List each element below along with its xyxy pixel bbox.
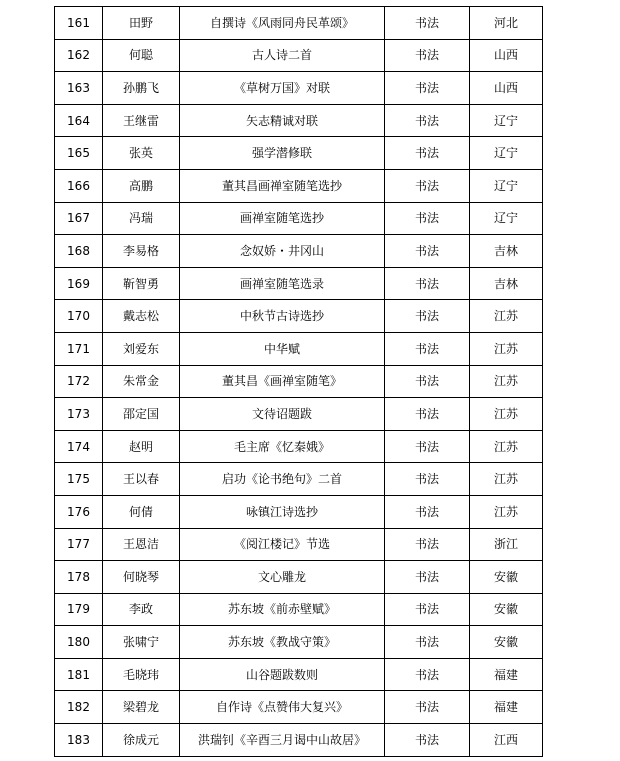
author-name-cell: 高鹏 bbox=[103, 169, 180, 202]
author-name-cell: 张英 bbox=[103, 137, 180, 170]
entry-number-cell: 172 bbox=[55, 365, 103, 398]
author-name-cell: 毛晓玮 bbox=[103, 658, 180, 691]
table-row bbox=[55, 72, 543, 105]
work-title-cell: 咏镇江诗选抄 bbox=[180, 495, 385, 528]
province-cell: 辽宁 bbox=[470, 137, 543, 170]
work-title-cell: 洪瑞钊《辛酉三月谒中山故居》 bbox=[180, 724, 385, 757]
author-name-cell: 戴志松 bbox=[103, 300, 180, 333]
province-cell: 辽宁 bbox=[470, 169, 543, 202]
entries-table bbox=[54, 6, 543, 757]
work-title-cell: 《草树万国》对联 bbox=[180, 72, 385, 105]
entry-number-cell: 169 bbox=[55, 267, 103, 300]
entry-number-cell: 174 bbox=[55, 430, 103, 463]
entry-number-cell: 164 bbox=[55, 104, 103, 137]
category-cell: 书法 bbox=[385, 235, 470, 268]
work-title-cell: 中华赋 bbox=[180, 332, 385, 365]
entry-number-cell: 170 bbox=[55, 300, 103, 333]
category-cell: 书法 bbox=[385, 104, 470, 137]
province-cell: 山西 bbox=[470, 72, 543, 105]
work-title-cell: 矢志精诚对联 bbox=[180, 104, 385, 137]
province-cell: 安徽 bbox=[470, 626, 543, 659]
table-row bbox=[55, 463, 543, 496]
entry-number-cell: 171 bbox=[55, 332, 103, 365]
author-name-cell: 何倩 bbox=[103, 495, 180, 528]
entry-number-cell: 162 bbox=[55, 39, 103, 72]
work-title-cell: 文待诏题跋 bbox=[180, 398, 385, 431]
table-row bbox=[55, 39, 543, 72]
work-title-cell: 画禅室随笔选录 bbox=[180, 267, 385, 300]
province-cell: 浙江 bbox=[470, 528, 543, 561]
table-row bbox=[55, 7, 543, 40]
category-cell: 书法 bbox=[385, 593, 470, 626]
author-name-cell: 王继雷 bbox=[103, 104, 180, 137]
province-cell: 安徽 bbox=[470, 561, 543, 594]
category-cell: 书法 bbox=[385, 169, 470, 202]
author-name-cell: 李易格 bbox=[103, 235, 180, 268]
table-row bbox=[55, 169, 543, 202]
category-cell: 书法 bbox=[385, 691, 470, 724]
category-cell: 书法 bbox=[385, 39, 470, 72]
province-cell: 江苏 bbox=[470, 300, 543, 333]
province-cell: 吉林 bbox=[470, 235, 543, 268]
entry-number-cell: 176 bbox=[55, 495, 103, 528]
table-row bbox=[55, 398, 543, 431]
work-title-cell: 画禅室随笔选抄 bbox=[180, 202, 385, 235]
category-cell: 书法 bbox=[385, 561, 470, 594]
category-cell: 书法 bbox=[385, 72, 470, 105]
province-cell: 江苏 bbox=[470, 398, 543, 431]
author-name-cell: 邵定国 bbox=[103, 398, 180, 431]
category-cell: 书法 bbox=[385, 7, 470, 40]
entry-number-cell: 182 bbox=[55, 691, 103, 724]
entry-number-cell: 178 bbox=[55, 561, 103, 594]
table-row bbox=[55, 365, 543, 398]
province-cell: 山西 bbox=[470, 39, 543, 72]
author-name-cell: 张啸宁 bbox=[103, 626, 180, 659]
author-name-cell: 赵明 bbox=[103, 430, 180, 463]
province-cell: 福建 bbox=[470, 658, 543, 691]
province-cell: 江苏 bbox=[470, 430, 543, 463]
province-cell: 辽宁 bbox=[470, 104, 543, 137]
province-cell: 江苏 bbox=[470, 463, 543, 496]
table-row bbox=[55, 267, 543, 300]
entry-number-cell: 173 bbox=[55, 398, 103, 431]
table-row bbox=[55, 528, 543, 561]
author-name-cell: 何聪 bbox=[103, 39, 180, 72]
category-cell: 书法 bbox=[385, 626, 470, 659]
province-cell: 河北 bbox=[470, 7, 543, 40]
category-cell: 书法 bbox=[385, 137, 470, 170]
table-row bbox=[55, 561, 543, 594]
entry-number-cell: 177 bbox=[55, 528, 103, 561]
work-title-cell: 《阅江楼记》节选 bbox=[180, 528, 385, 561]
table-row bbox=[55, 691, 543, 724]
entry-number-cell: 179 bbox=[55, 593, 103, 626]
table-row bbox=[55, 724, 543, 757]
category-cell: 书法 bbox=[385, 495, 470, 528]
category-cell: 书法 bbox=[385, 398, 470, 431]
category-cell: 书法 bbox=[385, 724, 470, 757]
author-name-cell: 梁碧龙 bbox=[103, 691, 180, 724]
work-title-cell: 强学潜修联 bbox=[180, 137, 385, 170]
work-title-cell: 启功《论书绝句》二首 bbox=[180, 463, 385, 496]
province-cell: 安徽 bbox=[470, 593, 543, 626]
province-cell: 辽宁 bbox=[470, 202, 543, 235]
table-row bbox=[55, 593, 543, 626]
author-name-cell: 靳智勇 bbox=[103, 267, 180, 300]
work-title-cell: 山谷题跋数则 bbox=[180, 658, 385, 691]
province-cell: 福建 bbox=[470, 691, 543, 724]
author-name-cell: 王恩洁 bbox=[103, 528, 180, 561]
province-cell: 江苏 bbox=[470, 495, 543, 528]
category-cell: 书法 bbox=[385, 267, 470, 300]
category-cell: 书法 bbox=[385, 300, 470, 333]
category-cell: 书法 bbox=[385, 332, 470, 365]
province-cell: 江苏 bbox=[470, 365, 543, 398]
author-name-cell: 孙鹏飞 bbox=[103, 72, 180, 105]
table-row bbox=[55, 626, 543, 659]
author-name-cell: 李政 bbox=[103, 593, 180, 626]
table-row bbox=[55, 430, 543, 463]
author-name-cell: 刘爱东 bbox=[103, 332, 180, 365]
province-cell: 江苏 bbox=[470, 332, 543, 365]
category-cell: 书法 bbox=[385, 365, 470, 398]
entry-number-cell: 183 bbox=[55, 724, 103, 757]
work-title-cell: 董其昌《画禅室随笔》 bbox=[180, 365, 385, 398]
province-cell: 江西 bbox=[470, 724, 543, 757]
work-title-cell: 中秋节古诗选抄 bbox=[180, 300, 385, 333]
entry-number-cell: 168 bbox=[55, 235, 103, 268]
category-cell: 书法 bbox=[385, 528, 470, 561]
entry-number-cell: 163 bbox=[55, 72, 103, 105]
table-row bbox=[55, 137, 543, 170]
table-row bbox=[55, 332, 543, 365]
category-cell: 书法 bbox=[385, 463, 470, 496]
province-cell: 吉林 bbox=[470, 267, 543, 300]
work-title-cell: 董其昌画禅室随笔选抄 bbox=[180, 169, 385, 202]
work-title-cell: 自撰诗《风雨同舟民革颂》 bbox=[180, 7, 385, 40]
table-row bbox=[55, 104, 543, 137]
table-row bbox=[55, 202, 543, 235]
author-name-cell: 冯瑞 bbox=[103, 202, 180, 235]
author-name-cell: 田野 bbox=[103, 7, 180, 40]
entry-number-cell: 166 bbox=[55, 169, 103, 202]
entry-number-cell: 165 bbox=[55, 137, 103, 170]
table-body bbox=[55, 7, 543, 757]
work-title-cell: 苏东坡《教战守策》 bbox=[180, 626, 385, 659]
entry-number-cell: 175 bbox=[55, 463, 103, 496]
entry-number-cell: 180 bbox=[55, 626, 103, 659]
author-name-cell: 朱常金 bbox=[103, 365, 180, 398]
work-title-cell: 文心雕龙 bbox=[180, 561, 385, 594]
table-row bbox=[55, 658, 543, 691]
table-row bbox=[55, 235, 543, 268]
entry-number-cell: 167 bbox=[55, 202, 103, 235]
table-row bbox=[55, 495, 543, 528]
author-name-cell: 何晓琴 bbox=[103, 561, 180, 594]
category-cell: 书法 bbox=[385, 202, 470, 235]
table-row bbox=[55, 300, 543, 333]
work-title-cell: 自作诗《点赞伟大复兴》 bbox=[180, 691, 385, 724]
author-name-cell: 徐成元 bbox=[103, 724, 180, 757]
work-title-cell: 古人诗二首 bbox=[180, 39, 385, 72]
entry-number-cell: 181 bbox=[55, 658, 103, 691]
work-title-cell: 苏东坡《前赤壁赋》 bbox=[180, 593, 385, 626]
entry-number-cell: 161 bbox=[55, 7, 103, 40]
author-name-cell: 王以春 bbox=[103, 463, 180, 496]
category-cell: 书法 bbox=[385, 658, 470, 691]
work-title-cell: 念奴娇・井冈山 bbox=[180, 235, 385, 268]
work-title-cell: 毛主席《忆秦娥》 bbox=[180, 430, 385, 463]
category-cell: 书法 bbox=[385, 430, 470, 463]
